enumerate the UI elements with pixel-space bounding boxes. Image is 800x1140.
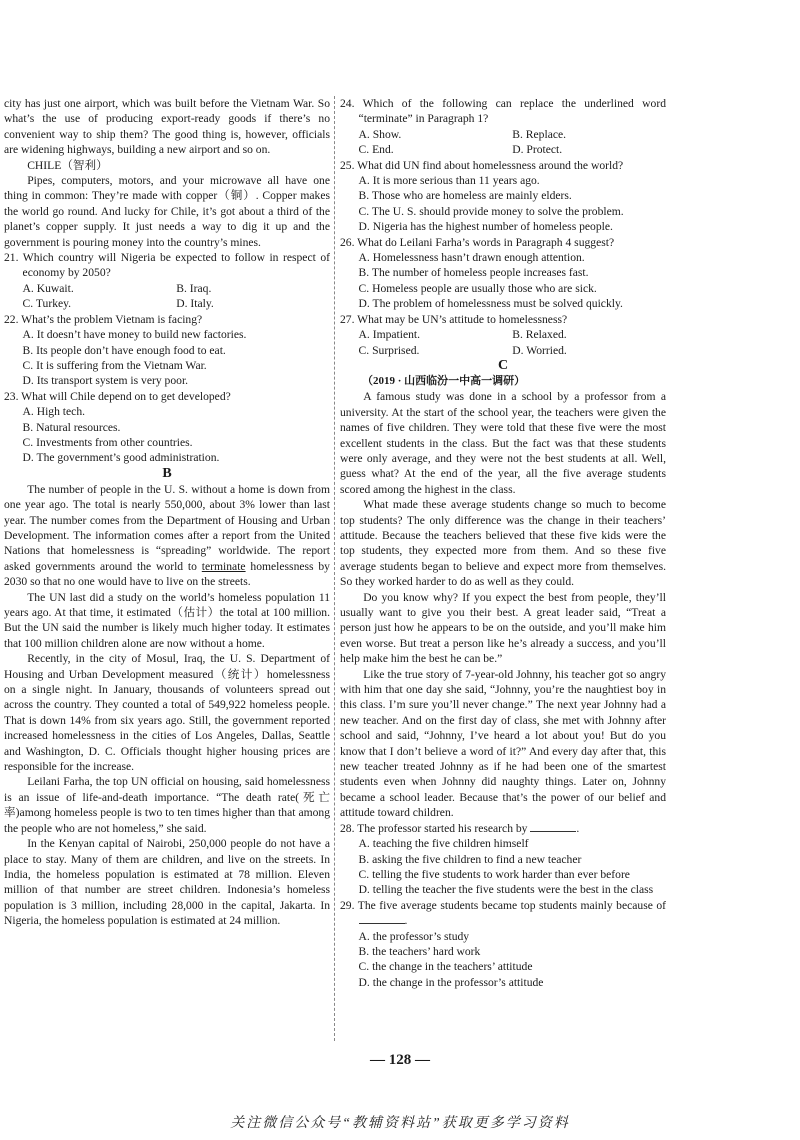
option-b: B. Iraq. [176, 281, 212, 295]
option-c: C. Investments from other countries. [22, 435, 193, 449]
option-b: B. Relaxed. [512, 328, 567, 342]
column-divider [334, 96, 335, 1041]
answer-blank [530, 821, 576, 832]
passage-b-paragraph-1 [4, 482, 330, 590]
question-21 [4, 250, 330, 312]
option-a: A. It is more serious than 11 years ago. [358, 174, 540, 188]
passage-b-paragraph-5: In the Kenyan capital of Nairobi, 250,000 people do not have a place to stay. Many of them are children, and live on the streets. In India, the homeless population is estimated at 78 million. Eleven million of that number are street children. Indonesia’s homeless population is 3 million, including 28,000 in the capital, Jakarta. In Nigeria, the homeless population is estimated at 24 million. [4, 837, 330, 928]
question-stem: 28. The professor started his research by . [340, 821, 580, 835]
option-d: D. the change in the professor’s attitude [358, 975, 544, 989]
option-a: A. Impatient. [358, 328, 421, 342]
stem-text: 29. The five average students became top students mainly because of [340, 898, 666, 912]
option-d: D. Its transport system is very poor. [22, 374, 189, 388]
question-stem: 29. The five average students became top students mainly because of . [340, 898, 666, 928]
intro-paragraph: city has just one airport, which was built before the Vietnam War. So what’s the use of producing export-ready goods if there’s no convenient way to ship them? The good thing is, however, officials are widening highways, building a new airport and so on. [4, 97, 330, 157]
option-a: A. teaching the five children himself [358, 837, 529, 851]
chile-heading: CHILE（智利） [27, 158, 108, 172]
question-29 [340, 898, 666, 990]
option-a: A. High tech. [22, 405, 86, 419]
option-a: A. the professor’s study [358, 929, 470, 943]
option-c: C. It is suffering from the Vietnam War. [22, 358, 207, 372]
option-b: B. Replace. [512, 127, 567, 141]
text-run: The number of people in the U. S. without a home is down from one year ago. The total is nearly 550,000, about 3% lower than last year. The number comes from the Department of Housing and Urban Development. The information comes after a report from the United Nations that homelessness is “spreading” worldwide. The report asked governments around the world to [4, 482, 330, 573]
option-c: C. the change in the teachers’ attitude [358, 960, 533, 974]
question-28 [340, 821, 666, 898]
answer-blank [359, 913, 405, 924]
option-c: C. End. [358, 143, 394, 157]
option-a: A. Show. [358, 127, 402, 141]
passage-c-paragraph-4: Like the true story of 7-year-old Johnny, his teacher got so angry with him that one day she said, “Johnny, you’re the naughtiest boy in this class. I’m sure you’ll never change.” The next year Johnny had a new teacher. And on the first day of class, she met with Johnny after school and said, “Johnny, I’ve heard a lot about you! But do you know that I don’t believe a word of it?” And every day after that, this new teacher treated Johnny as if he had been one of the smartest students even when Johnny did naughty things. Later on, Johnny became a school leader. Because that’s the power of our belief and attitude toward children. [340, 667, 666, 820]
option-b: B. Its people don’t have enough food to eat. [22, 343, 226, 357]
chile-paragraph: Pipes, computers, motors, and your microwave all have one thing in common: They’re made with copper（铜）. Copper makes the world go round. And lucky for Chile, it’s got about a third of the planet’s copper supply. It just needs a way to dig it up and the government is pouring money into the country’s mines. [4, 174, 330, 249]
option-d: D. The problem of homelessness must be solved quickly. [358, 297, 623, 311]
question-stem: 24. Which of the following can replace the underlined word “terminate” in Paragraph 1? [340, 97, 666, 126]
passage-b-paragraph-3: Recently, in the city of Mosul, Iraq, the U. S. Department of Housing and Urban Development measured（统计）homelessness on a single night. In January, thousands of volunteers spread out across the country. They counted a total of 549,922 homeless people. That is down 14% from six years ago. Still, the government reported increased homelessness in the cities of Los Angeles, Dallas, Seattle and Washington, D. C. Officials thought higher housing prices are responsible for the increase. [4, 652, 330, 774]
stem-text: 28. The professor started his research by [340, 821, 528, 835]
question-stem: 21. Which country will Nigeria be expected to follow in respect of economy by 2050? [4, 251, 330, 280]
question-27 [340, 312, 666, 358]
option-c: C. Surprised. [358, 343, 420, 357]
section-c-heading: C [497, 357, 509, 373]
passage-b-paragraph-4: Leilani Farha, the top UN official on housing, said homelessness is an issue of life-and-death importance. “The death rate(死亡率)among homeless people is two to ten times higher than that among the people who are not homeless,” she said. [4, 775, 330, 835]
option-d: D. Protect. [512, 143, 563, 157]
option-a: A. Homelessness hasn’t drawn enough attention. [358, 251, 585, 265]
option-d: D. Worried. [512, 343, 567, 357]
exam-page [0, 88, 800, 1048]
question-24 [340, 96, 666, 158]
option-c: C. Turkey. [22, 297, 72, 311]
section-b-heading: B [162, 465, 172, 481]
option-b: B. asking the five children to find a new teacher [358, 852, 582, 866]
option-b: B. Natural resources. [22, 420, 121, 434]
question-stem: 23. What will Chile depend on to get developed? [4, 389, 231, 403]
passage-b-paragraph-2: The UN last did a study on the world’s homeless population 11 years ago. At that time, it estimated（估计）the total at 100 million. But the UN said the number is likely much higher today. It estimates that 100 million children alone are now without a home. [4, 590, 330, 650]
question-stem: 22. What’s the problem Vietnam is facing? [4, 312, 203, 326]
option-d: D. The government’s good administration. [22, 451, 220, 465]
option-d: D. Italy. [176, 297, 214, 311]
question-stem: 25. What did UN find about homelessness around the world? [340, 158, 624, 172]
section-c-source: （2019 · 山西临汾一中高一调研） [362, 374, 526, 387]
question-23 [4, 389, 330, 466]
option-a: A. It doesn’t have money to build new factories. [22, 328, 247, 342]
option-c: C. Homeless people are usually those who are sick. [358, 281, 597, 295]
passage-c-paragraph-3: Do you know why? If you expect the best from people, they’ll usually want to give you their best. A great leader said, “Treat a person just how he appears to be on the outside, and you’ll make him even worse. But treat a person like he’s already a success, and you’ll help make him the best he can be.” [340, 590, 666, 666]
page-number: — 128 — [370, 1052, 430, 1068]
right-column [340, 96, 666, 990]
question-stem: 26. What do Leilani Farha’s words in Paragraph 4 suggest? [340, 235, 615, 249]
option-b: B. Those who are homeless are mainly elders. [358, 189, 572, 203]
option-d: D. Nigeria has the highest number of homeless people. [358, 220, 613, 234]
passage-c-paragraph-1: A famous study was done in a school by a professor from a university. At the start of the school year, the teachers were given the names of five children. They were told that these five were the most excellent students in the class. But the fact was that these students were only average, and they were not the best students at all. Well, guess what? At the end of the year, all the five average students scored among the highest in the class. [340, 390, 666, 496]
footer-note: 关注微信公众号“教辅资料站”获取更多学习资料 [230, 1116, 570, 1131]
left-column [4, 96, 330, 929]
text-run: homelessness by 2030 so that no one would have to live on the streets. [4, 559, 330, 589]
question-22 [4, 312, 330, 389]
question-25 [340, 158, 666, 235]
passage-c-paragraph-2: What made these average students change so much to become top students? The only difference was the change in their teachers’ attitude. Because the teachers believed that these five kids were the top students, they expected more from them. And so these five average students began to believe and expect more from themselves. So they worked harder to do as well as they could. [340, 498, 666, 589]
option-a: A. Kuwait. [22, 281, 74, 295]
option-c: C. telling the five students to work harder than ever before [358, 867, 630, 881]
question-stem: 27. What may be UN’s attitude to homelessness? [340, 312, 568, 326]
option-c: C. The U. S. should provide money to solve the problem. [358, 204, 624, 218]
option-b: B. the teachers’ hard work [358, 944, 481, 958]
option-b: B. The number of homeless people increases fast. [358, 266, 589, 280]
question-26 [340, 235, 666, 312]
option-d: D. telling the teacher the five students were the best in the class [358, 883, 654, 897]
underlined-word: terminate [201, 559, 246, 573]
